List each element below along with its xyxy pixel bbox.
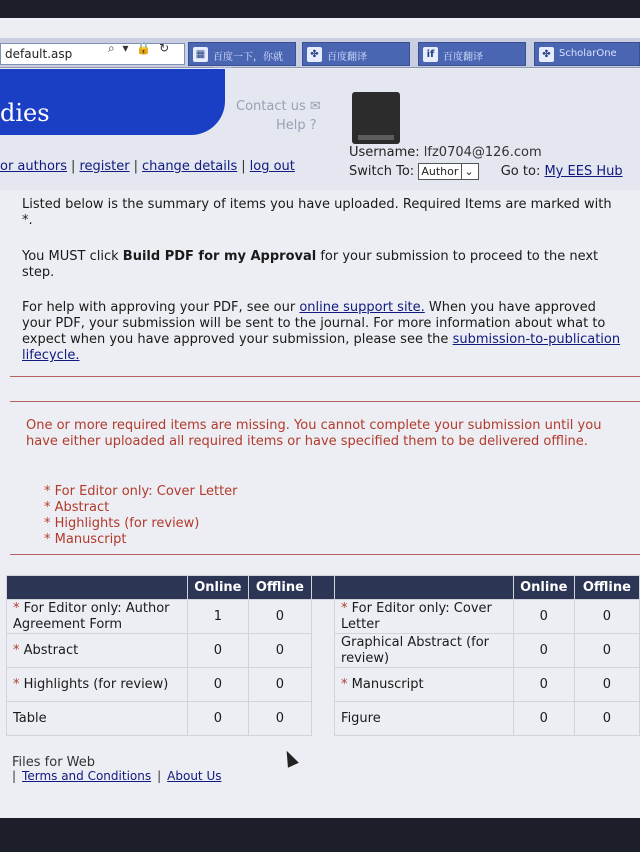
items-table [6,575,640,736]
item-name: Table [7,702,188,736]
column-gap [311,668,334,702]
nav-register[interactable]: register [79,159,130,174]
table-row [7,634,640,668]
help-link[interactable]: Help ? [276,118,317,133]
build-pdf-emphasis: Build PDF for my Approval [122,249,317,264]
offline-count: 0 [248,634,311,668]
online-count: 0 [513,668,574,702]
offline-count: 0 [248,600,311,634]
contact-us-link[interactable]: Contact us ✉ [236,99,321,114]
header-blank [7,576,188,600]
switch-role-row [349,163,623,180]
mouse-cursor-icon [281,748,299,768]
elsevier-logo [352,92,400,144]
header-blank [335,576,514,600]
chevron-down-icon: ⌄ [461,164,475,179]
item-name: * Abstract [7,634,188,668]
list-item: * Highlights (for review) [44,516,238,532]
lifecycle-link[interactable]: submission-to-publication lifecycle. [22,332,621,363]
list-item: * Abstract [44,500,238,516]
username-label: Username: [349,145,420,160]
required-marker: * [341,676,352,692]
paw-icon: ✤ [307,47,322,62]
item-name: * For Editor only: Author Agreement Form [7,600,188,634]
nav-change-details[interactable]: change details [141,159,238,174]
table-header-row [7,576,640,600]
table-row [7,668,640,702]
offline-count: 0 [248,668,311,702]
item-name: * Highlights (for review) [7,668,188,702]
footer-links: | Terms and Conditions | About Us [12,769,222,783]
account-nav: or authors | register | change details | log out [0,159,295,174]
browser-tab-2[interactable]: ✤ 百度翻译 [302,42,410,66]
divider [10,401,640,402]
nav-for-authors[interactable]: or authors [0,159,68,174]
list-item: * Manuscript [44,532,238,548]
required-items-list [44,484,238,548]
column-gap [311,600,334,634]
item-name: * Manuscript [335,668,514,702]
item-name: * For Editor only: Cover Letter [335,600,514,634]
divider [10,376,640,377]
required-marker: * [341,600,352,616]
screen [0,18,640,818]
online-count: 0 [513,634,574,668]
globe-icon: ✤ [539,47,554,62]
table-row [7,702,640,736]
list-item: * For Editor only: Cover Letter [44,484,238,500]
online-support-link[interactable]: online support site. [299,300,425,315]
col-online-right: Online [513,576,574,600]
browser-tab-1[interactable]: ▦ 百度一下，你就 [188,42,296,66]
switch-label: Switch To: [349,164,415,179]
required-marker: * [13,600,24,616]
divider [10,554,640,555]
col-offline-right: Offline [574,576,639,600]
offline-count: 0 [574,634,639,668]
offline-count: 0 [574,600,639,634]
online-count: 1 [187,600,248,634]
item-name: Figure [335,702,514,736]
table-row [7,600,640,634]
site-header [0,69,640,190]
username-value: lfz0704@126.com [423,145,542,160]
online-count: 0 [513,600,574,634]
offline-count: 0 [574,668,639,702]
column-gap [311,702,334,736]
online-count: 0 [187,668,248,702]
tab-favicon-icon: ▦ [193,47,208,62]
online-count: 0 [187,634,248,668]
offline-count: 0 [248,702,311,736]
col-online-left: Online [187,576,248,600]
missing-items-warning: One or more required items are missing. You cannot complete your submission until you have either uploaded all required items or have specified them to be delivered offline. [26,418,602,449]
nav-log-out[interactable]: log out [249,159,295,174]
user-info [349,145,542,160]
goto-label: Go to: [500,164,541,179]
address-bar-icons[interactable]: ⌕ ▾ 🔒 ↻ [108,41,172,55]
item-name: Graphical Abstract (for review) [335,634,514,668]
help-paragraph: For help with approving your PDF, see our online support site. When you have approved your PDF, your submission will be sent to the journal. For more information about what to expect when you have approved your submission, please see the submission-to-publication lifecycle. [22,300,621,363]
header-gap [311,576,334,600]
role-select[interactable]: Author ⌄ [418,163,478,180]
journal-banner [0,69,225,135]
col-offline-left: Offline [248,576,311,600]
online-count: 0 [513,702,574,736]
browser-toolbar [0,38,640,68]
browser-tab-4[interactable]: ✤ ScholarOne [534,42,640,66]
about-link[interactable]: About Us [167,769,222,783]
column-gap [311,634,334,668]
files-for-web-label: Files for Web [12,755,96,770]
terms-link[interactable]: Terms and Conditions [22,769,152,783]
build-pdf-paragraph: You MUST click Build PDF for my Approval for your submission to proceed to the next step. [22,249,599,280]
translate-icon: if [423,47,438,62]
address-url: default.asp [5,47,73,61]
summary-paragraph: Listed below is the summary of items you have uploaded. Required Items are marked with *. [22,197,612,228]
required-marker: * [13,642,24,658]
offline-count: 0 [574,702,639,736]
browser-tab-3[interactable]: if 百度翻译 [418,42,526,66]
goto-link[interactable]: My EES Hub [544,164,623,179]
journal-title: dies [0,99,50,127]
required-marker: * [13,676,24,692]
online-count: 0 [187,702,248,736]
